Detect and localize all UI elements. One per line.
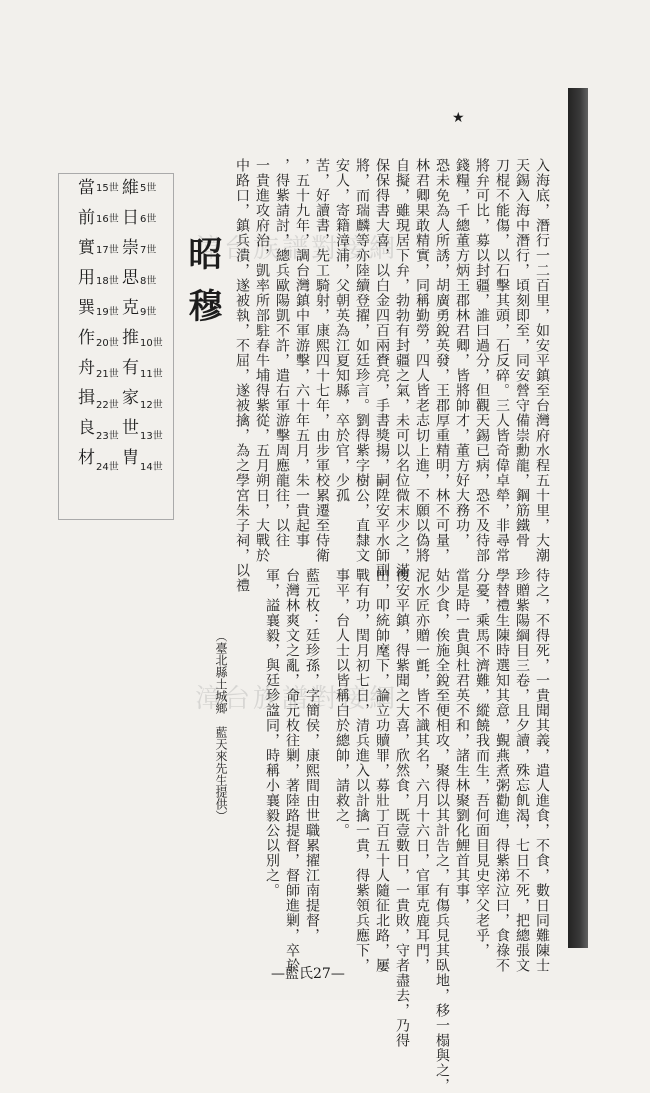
scan-edge-shadow xyxy=(568,88,588,948)
generation-label: 14世 xyxy=(140,462,163,473)
text-column: 將弁可比，募以封疆，誰曰過分，但觀天錫已病，恐不及待部 xyxy=(474,158,490,563)
generation-label: 21世 xyxy=(96,369,119,380)
text-column: 戰有功，閏月初七日，清兵進入以計擒一貴，得紫領兵應下， xyxy=(354,568,370,973)
generation-label: 18世 xyxy=(96,276,119,287)
generation-poem-line-2: 當前實用巽作舟揖良材 xyxy=(74,178,94,478)
generation-label: 7世 xyxy=(140,245,157,256)
generation-label: 13世 xyxy=(140,431,163,442)
watermark-bottom: 漳台族譜對接網 xyxy=(195,684,399,714)
generation-label: 22世 xyxy=(96,400,119,411)
text-column: 學替禮生陳時選知其意，覲燕煮粥勸進，得紫涕泣曰，食祿不 xyxy=(494,568,510,973)
text-column: 一貴進攻府治，凱率所部駐春牛埔得紫從，五月朔日，大戰於 xyxy=(254,158,270,563)
generation-label: 24世 xyxy=(96,462,119,473)
text-column: 自擬，雖現居下弁，勃勃有封疆之氣，未可以名位微末少之，滿 xyxy=(394,158,410,578)
text-column: 台灣林爽文之亂，命元枚往剿，著陸路提督，督師進剿，卒於 xyxy=(284,568,300,973)
text-column: ，五十九年，調台灣鎮中軍游擊，六十年五月，朱一貴起事 xyxy=(294,158,310,548)
generation-label: 12世 xyxy=(140,400,163,411)
text-column: 分憂，乘馬不濟難，縱饒我而生，吾何面目見史宰父老乎， xyxy=(474,568,490,958)
text-column: 苦，好讀書，先工騎射，康熙四十七年，由步軍校累遷至侍衛 xyxy=(314,158,330,563)
text-column: 中路口，鎮兵潰，遂被執，不屈，遂被擒，為之學宮朱子祠，以禮 xyxy=(234,158,250,593)
generation-label: 6世 xyxy=(140,214,157,225)
generation-label: 19世 xyxy=(96,307,119,318)
text-column: 復安平鎮，得紫聞之大喜，欣然食，既壹數日，一貴敗，守者盡去，乃得 xyxy=(394,568,410,1048)
generation-label: 9世 xyxy=(140,307,157,318)
source-credit: （臺北縣土城鄉 藍天來先生提供） xyxy=(214,630,228,822)
generation-label: 8世 xyxy=(140,276,157,287)
generation-label: 15世 xyxy=(96,183,119,194)
generation-label: 17世 xyxy=(96,245,119,256)
header-mark: ★ xyxy=(452,110,465,126)
generation-label: 20世 xyxy=(96,338,119,349)
text-column: ，得紫請討，總兵歐陽凱不許，遣右軍游擊周應龍往，以往 xyxy=(274,158,290,548)
text-column: 珍贈紫陽綱目三卷，且夕讀，殊忘飢渴，七日不死，把總張文 xyxy=(514,568,530,973)
text-column: 刀棍不能傷，以石擊其頭，石反碎。三人皆奇偉卓犖，非尋常 xyxy=(494,158,510,563)
text-column: 待之，不得死，一貴聞其義，遣人進食，不食，數日同難陳士 xyxy=(534,568,550,973)
text-column: 姑少食，俟施全銳至便相攻，聚得以其計告之，有傷兵見其臥地，移一榻與之， xyxy=(434,568,450,1093)
text-column: 恐未免為人所誘，胡廣勇銳英發，王郡厚重精明，林不可量， xyxy=(434,158,450,563)
text-column: 將，而瑞麟等亦陸續登擢，如廷珍言。劉得紫字樹公，直隸文 xyxy=(354,158,370,563)
text-column: 入海底，潛行一二百里，如安平鎮至台灣府水程五十里，大潮 xyxy=(534,158,550,563)
text-column: 保保得書大喜，以白金四百兩賚亮，手書獎揚，嗣陞安平水師副 xyxy=(374,158,390,578)
text-column: 當是時一貴與杜君英不和，諸生林聚劉化鯉首其事， xyxy=(454,568,470,913)
page-footer: —藍氏27— xyxy=(271,966,345,982)
text-column: 錢糧，千總董方炳王郡林君卿，皆將帥才，董方好大務功， xyxy=(454,158,470,548)
text-column: 天錫入海中潛行，頃刻即至，同安營守備崇勳龍，鋼筋鐵骨 xyxy=(514,158,530,548)
text-column: 安人，寄籍漳浦，父朝英為江夏知縣，卒於官，少孤 xyxy=(334,158,350,503)
generation-label: 23世 xyxy=(96,431,119,442)
generation-label: 11世 xyxy=(140,369,163,380)
section-title: 昭穆 xyxy=(182,236,222,340)
watermark-top: 漳台族譜對接網 xyxy=(195,234,399,264)
biography-lan-yuanmei: 藍元枚：廷珍孫，字簡侯，康熙間由世職累擢江南提督， xyxy=(304,568,320,943)
text-column: 泥水匠亦贈一氈，皆不識其名，六月十六日，官軍克鹿耳門， xyxy=(414,568,430,973)
generation-label: 5世 xyxy=(140,183,157,194)
generation-poem-line-1: 維日崇思克推有家世胄 xyxy=(118,178,138,478)
generation-label: 10世 xyxy=(140,338,163,349)
generation-label: 16世 xyxy=(96,214,119,225)
text-column: 軍，謚襄毅，與廷珍諡同，時稱小襄毅公以別之。 xyxy=(264,568,280,898)
text-column: 出，叩統帥麾下，論立功贖罪，募壯丁百五十人隨征北路，屢 xyxy=(374,568,390,973)
text-column: 林君卿果敢精實，同稱勤勞，四人皆老志切上進，不願以偽將 xyxy=(414,158,430,563)
text-column: 事平，台人士以皆稱白於總帥，請救之。 xyxy=(334,568,350,838)
